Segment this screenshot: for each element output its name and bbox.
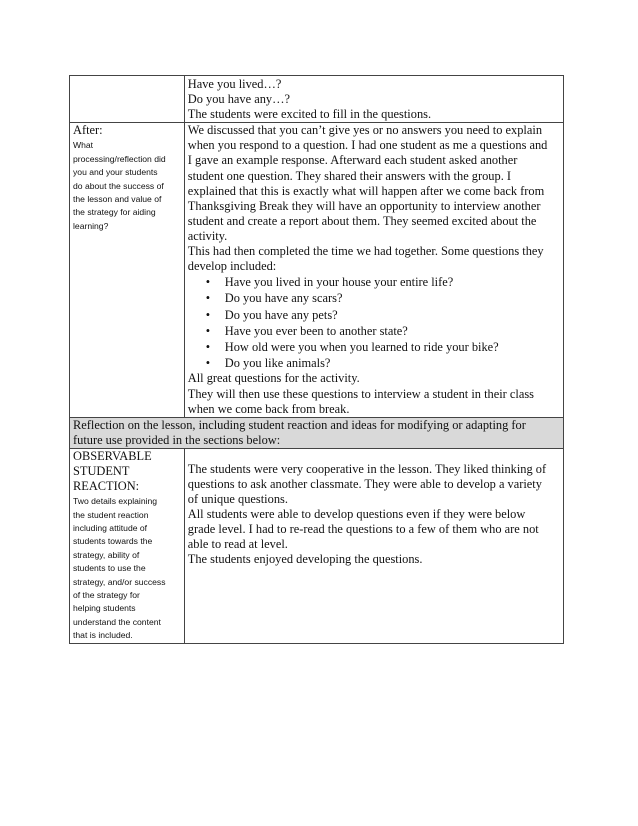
reflection-heading-cell — [70, 417, 564, 448]
empty-cell — [70, 76, 185, 123]
text-line: develop included: — [187, 259, 277, 274]
text-line: student and create a report about them. They seemed excited about the — [187, 213, 537, 228]
list-item: • Do you have any pets? — [205, 307, 338, 322]
text-line: This had then completed the time we had together. Some questions they — [187, 244, 544, 259]
text-line: able to read at level. — [187, 537, 288, 552]
bullet-icon: • — [205, 275, 211, 290]
after-prompt: What processing/reflection did you and your students do about the success of the lesson and value of the strategy for aiding learning? — [73, 140, 166, 231]
text-line: Have you lived…? — [187, 77, 282, 91]
list-item: • Have you lived in your house your entire life? — [205, 275, 454, 290]
after-heading: After: — [73, 123, 103, 138]
bullet-icon: • — [205, 340, 211, 355]
text-line: of unique questions. — [187, 492, 288, 507]
lesson-plan-table — [69, 75, 564, 644]
list-item: • Have you ever been to another state? — [205, 323, 408, 338]
text-line: All great questions for the activity. — [187, 371, 360, 386]
text-line: future use provided in the sections below: — [73, 432, 281, 447]
table-row — [70, 76, 564, 123]
text-line: student one question. They shared their answers with the group. I — [187, 168, 512, 183]
text-line: when we come back from break. — [187, 401, 350, 416]
observable-body-cell — [184, 448, 563, 643]
table-row — [70, 417, 564, 448]
text-line: The students enjoyed developing the questions. — [187, 552, 423, 567]
text-line: All students were able to develop questions even if they were below — [187, 507, 526, 522]
bullet-icon: • — [205, 307, 211, 322]
text-line: They will then use these questions to interview a student in their class — [187, 386, 534, 401]
text-line: The students were excited to fill in the questions. — [187, 107, 432, 122]
table-row — [70, 123, 564, 417]
questions-cell — [184, 76, 563, 123]
list-item: • Do you like animals? — [205, 356, 331, 371]
text-line: questions to ask another classmate. They were able to develop a variety — [187, 477, 542, 491]
after-body-cell — [184, 123, 563, 417]
questions-list — [188, 274, 560, 371]
text-line: grade level. I had to re-read the questions to a few of them who are not — [187, 522, 539, 537]
text-line: explained that this is exactly what will happen after we come back from — [187, 183, 545, 198]
observable-label-cell — [70, 448, 185, 643]
text-line: Thanksgiving Break they will have an opportunity to interview another — [187, 198, 541, 213]
bullet-icon: • — [205, 323, 211, 338]
text-line: when you respond to a question. I had one student as me a questions and — [187, 138, 548, 153]
text-line: We discussed that you can’t give yes or no answers you need to explain — [187, 123, 543, 138]
bullet-icon: • — [205, 356, 211, 371]
text-line: I gave an example response. Afterward each student asked another — [187, 153, 518, 168]
text-line: Do you have any…? — [187, 92, 290, 107]
text-line: activity. — [187, 228, 228, 243]
text-line: Reflection on the lesson, including student reaction and ideas for modifying or adapting for — [73, 417, 526, 432]
table-row — [70, 448, 564, 643]
after-label-cell — [70, 123, 185, 417]
list-item: • How old were you when you learned to ride your bike? — [205, 340, 499, 355]
list-item: • Do you have any scars? — [205, 291, 343, 306]
bullet-icon: • — [205, 291, 211, 306]
text-line: The students were very cooperative in the lesson. They liked thinking of — [187, 461, 547, 476]
observable-heading: OBSERVABLE STUDENT REACTION: — [73, 448, 152, 494]
observable-prompt: Two details explaining the student reaction including attitude of students towards the strategy, ability of students to use the strategy, and/or success of the strategy for helping students understand the content that is included. — [73, 496, 166, 641]
